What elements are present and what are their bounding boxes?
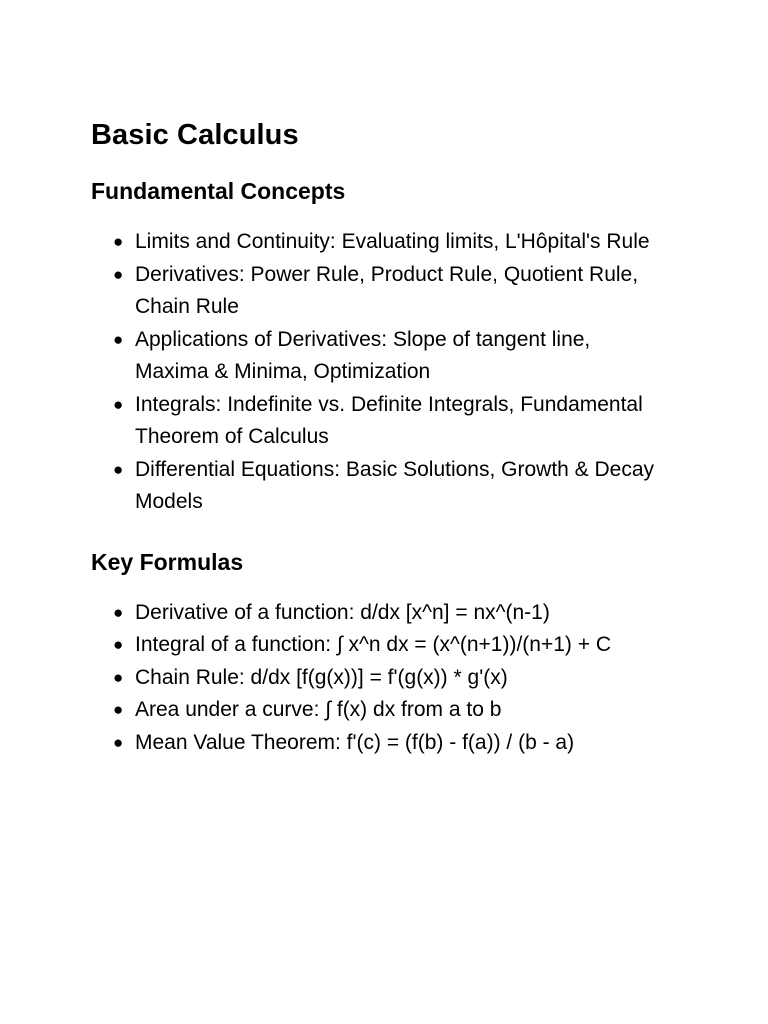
section-heading-fundamental-concepts: Fundamental Concepts [91,178,346,204]
list-item [91,389,655,454]
bullet-icon: ● [113,264,124,284]
list-item [91,629,735,662]
list-item [91,662,735,695]
bullet-icon: ● [113,667,124,687]
page-title: Basic Calculus [91,119,299,151]
list-item [91,324,655,389]
list-item-text: Integral of a function: ∫ x^n dx = (x^(n+1))/(n+1) + C [135,633,612,656]
list-item-text: Derivatives: Power Rule, Product Rule, Quotient Rule, Chain Rule [135,262,639,318]
bullet-icon: ● [113,394,124,414]
bullet-icon: ● [113,700,124,719]
list-item-text: Differential Equations: Basic Solutions, Growth & Decay Models [135,457,655,513]
document-page [91,116,691,759]
list-item-text: Integrals: Indefinite vs. Definite Integrals, Fundamental Theorem of Calculus [135,392,643,448]
bullet-icon: ● [113,602,124,622]
list-item [91,454,655,519]
section-heading-key-formulas: Key Formulas [91,548,244,575]
fundamental-concepts-list [91,226,691,519]
key-formulas-list [91,597,691,760]
list-item-text: Limits and Continuity: Evaluating limits, L'Hôpital's Rule [135,230,650,253]
list-item-text: Chain Rule: d/dx [f(g(x))] = f'(g(x)) * g'(x) [135,665,508,689]
bullet-icon: ● [113,732,124,752]
bullet-icon: ● [113,459,124,479]
bullet-icon: ● [113,232,124,251]
list-item-text: Area under a curve: ∫ f(x) dx from a to b [135,698,502,721]
list-item [91,694,735,727]
list-item-text: Derivative of a function: d/dx [x^n] = nx^(n-1) [135,600,550,624]
list-item [91,727,735,760]
list-item-text: Applications of Derivatives: Slope of tangent line, Maxima & Minima, Optimization [135,327,591,383]
list-item [91,259,655,324]
list-item-text: Mean Value Theorem: f'(c) = (f(b) - f(a)) / (b - a) [135,730,575,754]
bullet-icon: ● [113,635,124,654]
bullet-icon: ● [113,329,124,349]
list-item [91,226,655,259]
list-item [91,597,735,630]
